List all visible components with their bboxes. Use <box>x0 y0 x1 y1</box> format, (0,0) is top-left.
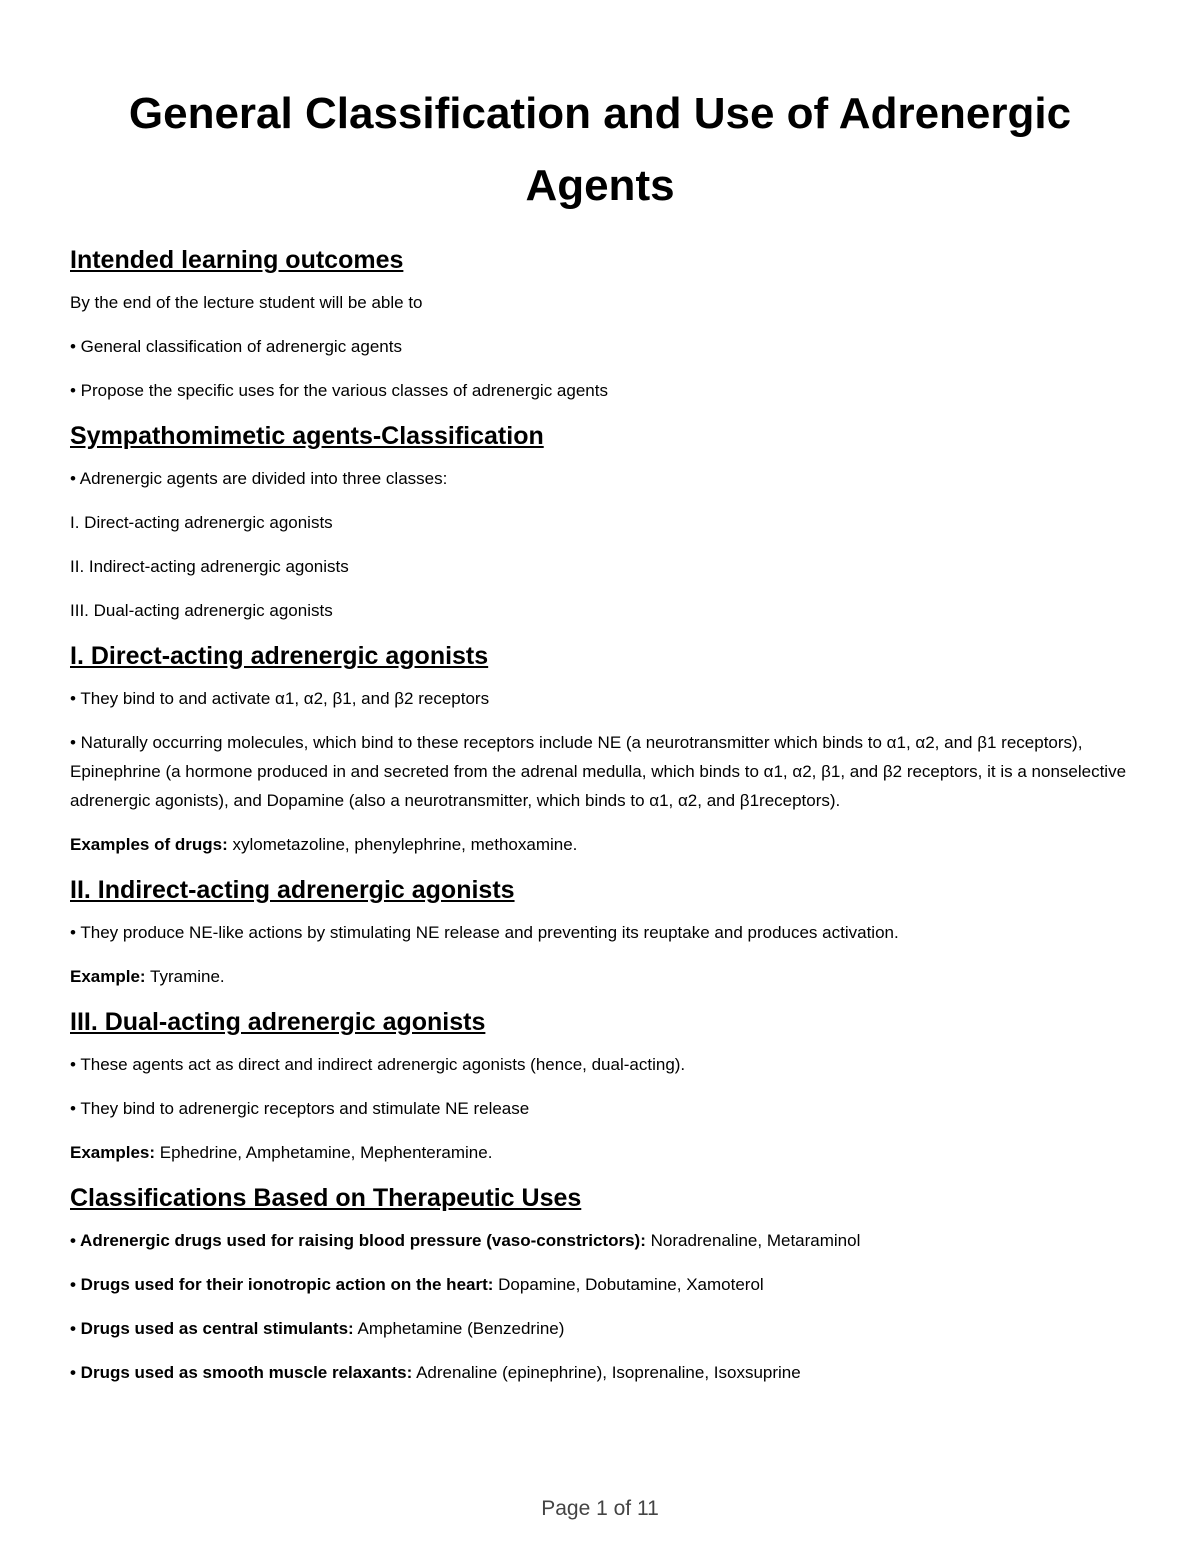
classification-item: I. Direct-acting adrenergic agonists <box>70 513 333 532</box>
examples-text: Tyramine. <box>145 967 225 986</box>
therapeutic-label: • Drugs used as smooth muscle relaxants: <box>70 1363 413 1382</box>
document-page <box>70 78 1130 1402</box>
direct-item: • Naturally occurring molecules, which bind to these receptors include NE (a neurotransmitter which binds to α1, α2, and β1 receptors), Epinephrine (a hormone produced in and secreted from the adrenal medulla, which binds to α1, α2, β1, and β2 receptors, it is a nonselective adrenergic agonists), and Dopamine (also a neurotransmitter, which binds to α1, α2, and β1receptors). <box>70 733 1127 810</box>
heading-therapeutic-uses: Classifications Based on Therapeutic Uses <box>70 1184 582 1212</box>
examples-label: Examples: <box>70 1143 156 1162</box>
classification-item: III. Dual-acting adrenergic agonists <box>70 601 333 620</box>
therapeutic-label: • Adrenergic drugs used for raising blood pressure (vaso-constrictors): <box>70 1231 646 1250</box>
outcomes-intro: By the end of the lecture student will be able to <box>70 293 423 312</box>
heading-dual-acting: III. Dual-acting adrenergic agonists <box>70 1008 486 1036</box>
therapeutic-text: Amphetamine (Benzedrine) <box>353 1319 565 1338</box>
therapeutic-label: • Drugs used for their ionotropic action on the heart: <box>70 1275 494 1294</box>
indirect-examples <box>70 962 1130 991</box>
examples-text: xylometazoline, phenylephrine, methoxamine. <box>227 835 578 854</box>
indirect-item: • They produce NE-like actions by stimulating NE release and preventing its reuptake and produces activation. <box>70 923 899 942</box>
dual-examples <box>70 1138 1130 1167</box>
therapeutic-text: Dopamine, Dobutamine, Xamoterol <box>493 1275 764 1294</box>
therapeutic-item <box>70 1270 1130 1299</box>
heading-indirect-acting: II. Indirect-acting adrenergic agonists <box>70 876 515 904</box>
therapeutic-text: Adrenaline (epinephrine), Isoprenaline, Isoxsuprine <box>412 1363 801 1382</box>
page-number: Page 1 of 11 <box>541 1497 659 1520</box>
classification-item: II. Indirect-acting adrenergic agonists <box>70 557 349 576</box>
examples-label: Examples of drugs: <box>70 835 228 854</box>
therapeutic-item <box>70 1358 1130 1387</box>
dual-item: • They bind to adrenergic receptors and stimulate NE release <box>70 1099 530 1118</box>
therapeutic-item <box>70 1314 1130 1343</box>
heading-direct-acting: I. Direct-acting adrenergic agonists <box>70 642 489 670</box>
examples-label: Example: <box>70 967 146 986</box>
therapeutic-label: • Drugs used as central stimulants: <box>70 1319 354 1338</box>
classification-item: • Adrenergic agents are divided into three classes: <box>70 469 448 488</box>
therapeutic-item <box>70 1226 1130 1255</box>
heading-classification: Sympathomimetic agents-Classification <box>70 422 544 450</box>
direct-examples <box>70 830 1130 859</box>
examples-text: Ephedrine, Amphetamine, Mephenteramine. <box>155 1143 493 1162</box>
outcome-item: • General classification of adrenergic agents <box>70 337 402 356</box>
therapeutic-text: Noradrenaline, Metaraminol <box>645 1231 861 1250</box>
heading-learning-outcomes: Intended learning outcomes <box>70 246 404 274</box>
outcome-item: • Propose the specific uses for the various classes of adrenergic agents <box>70 381 608 400</box>
dual-item: • These agents act as direct and indirect adrenergic agonists (hence, dual-acting). <box>70 1055 686 1074</box>
direct-item: • They bind to and activate α1, α2, β1, and β2 receptors <box>70 689 490 708</box>
document-title: General Classification and Use of Adrenergic Agents <box>128 89 1072 210</box>
